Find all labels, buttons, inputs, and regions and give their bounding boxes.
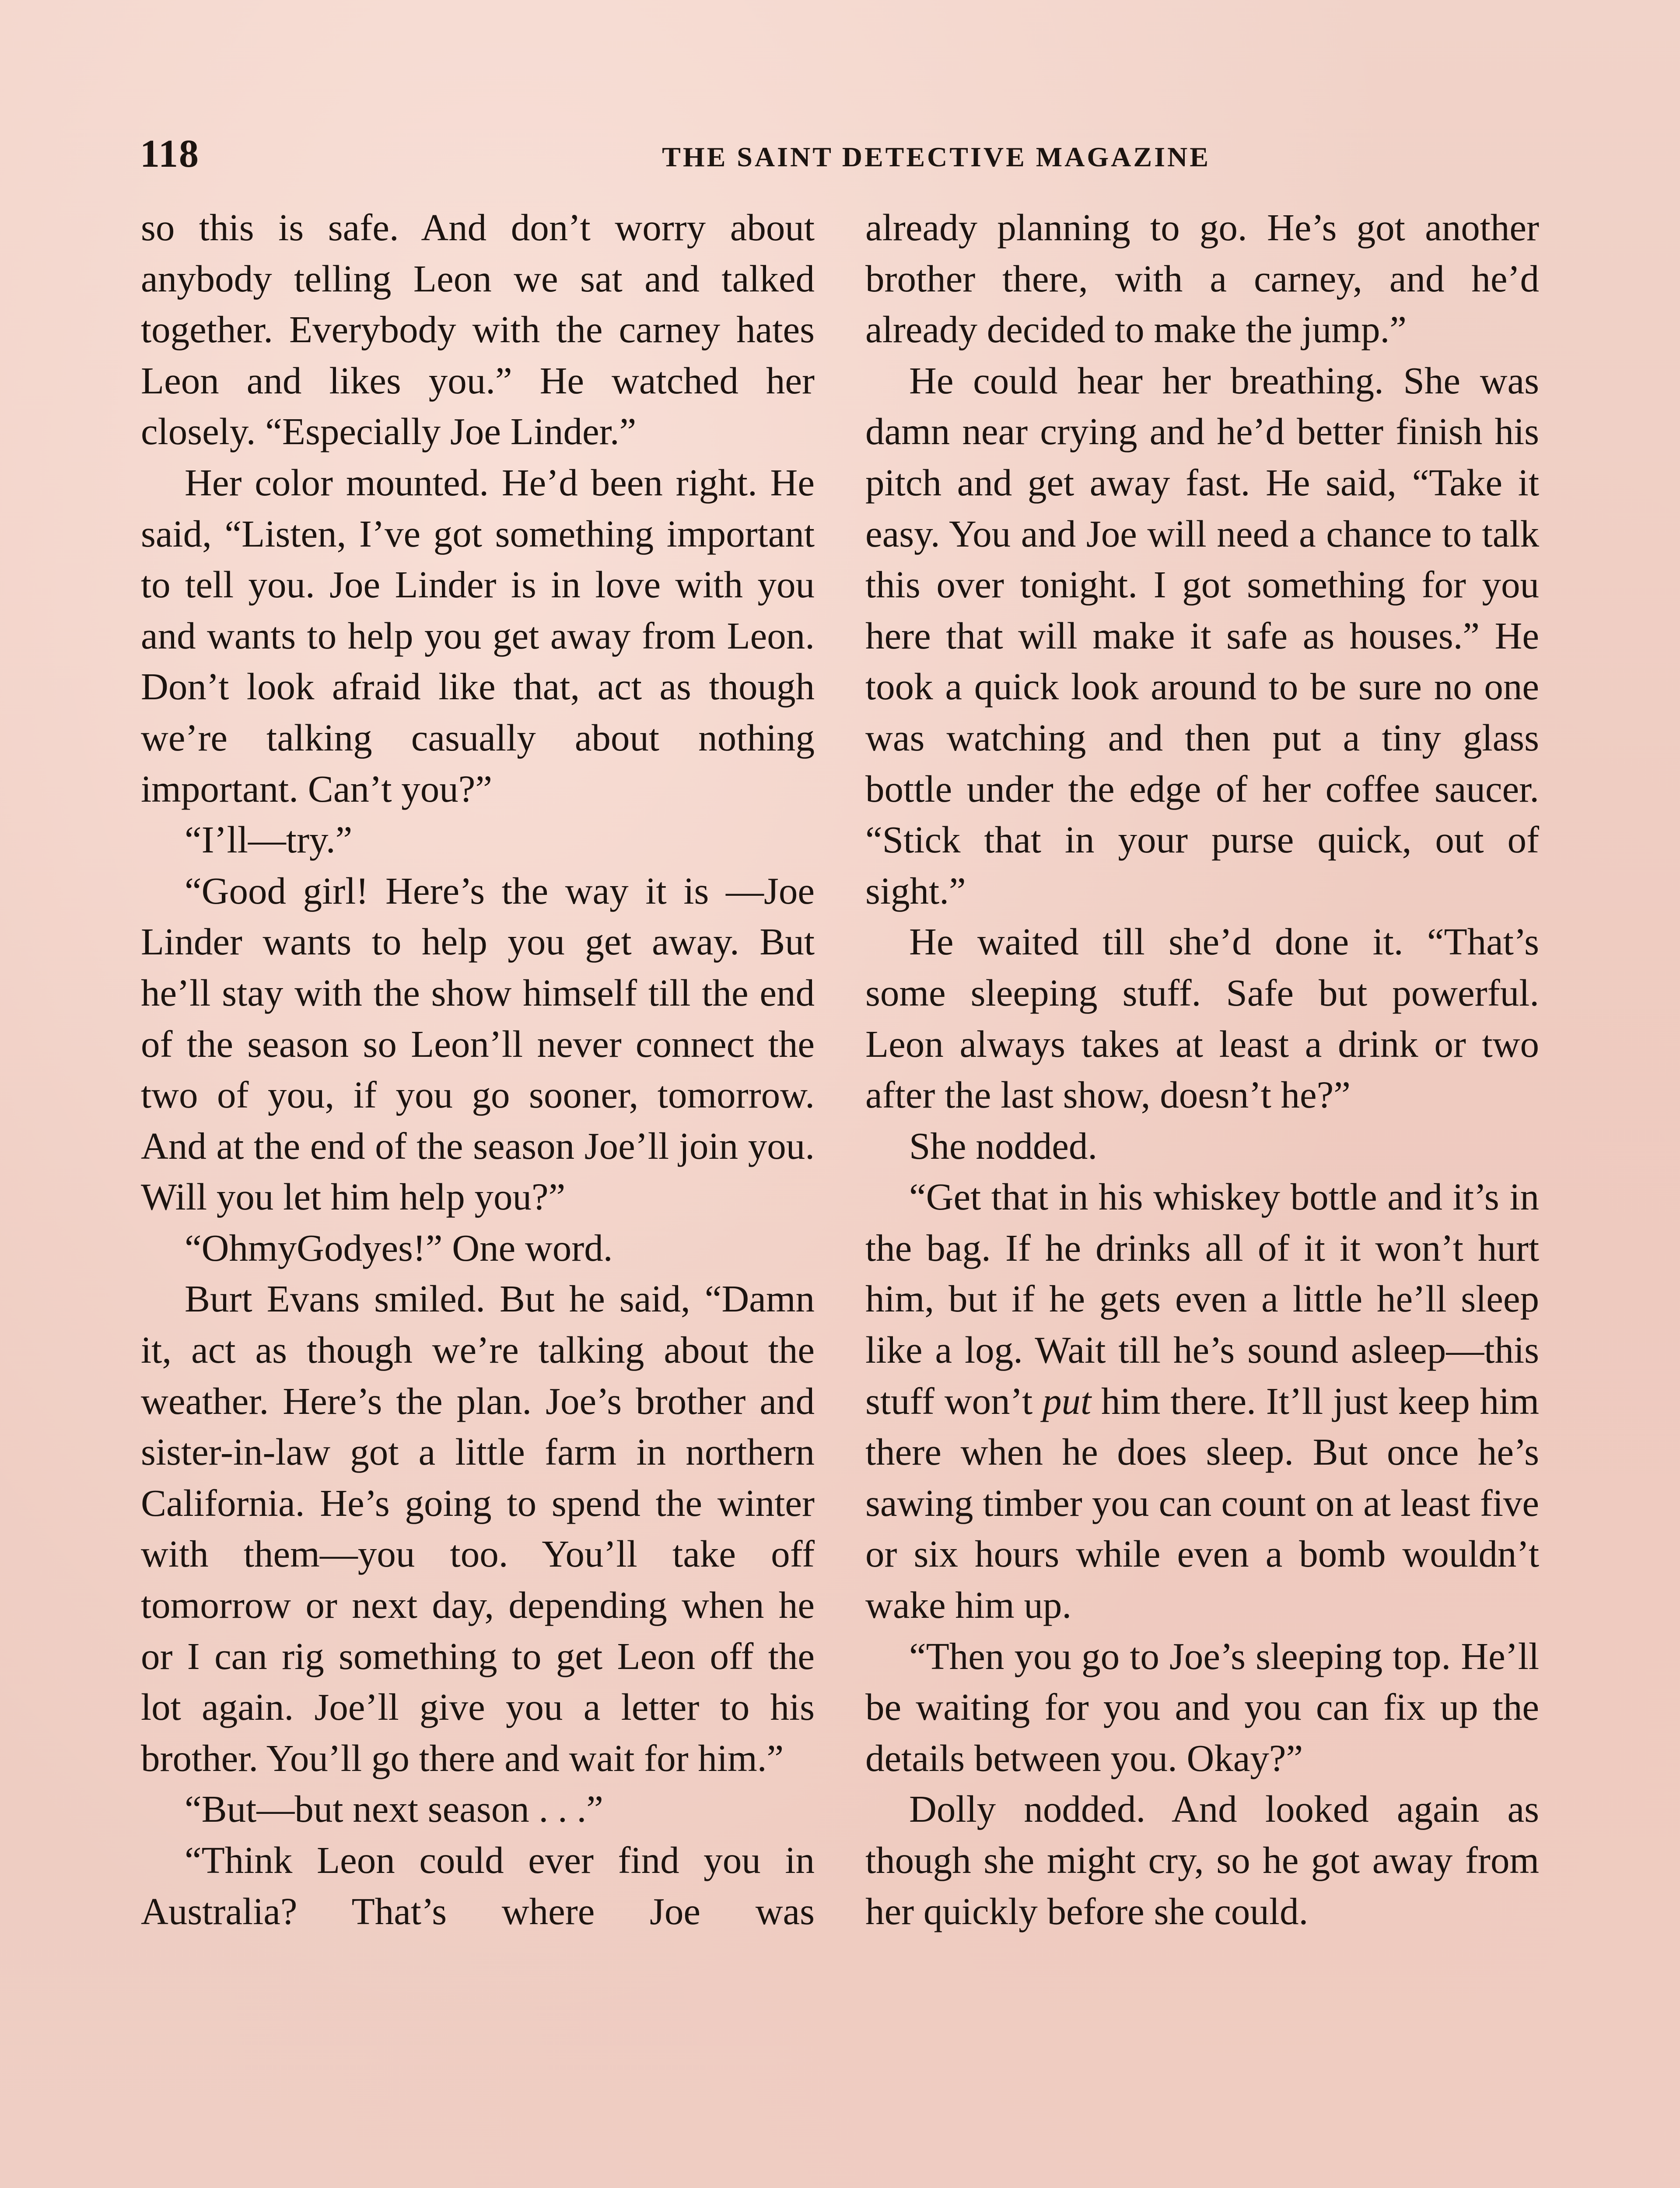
- page-number: 118: [140, 132, 200, 175]
- paragraph: “I’ll—try.”: [185, 818, 353, 861]
- left-text-column: [141, 202, 815, 1937]
- paragraph: “Good girl! Here’s the way it is —Joe Linder wants to help you get away. But he’ll stay with the show himself till the end of the season so Leon’ll never connect the two of you, if you go sooner, tomorrow. And at the end of the season Joe’ll join you. Will you let him help you?”: [141, 869, 815, 1218]
- running-head: THE SAINT DETECTIVE MAGAZINE: [662, 141, 1211, 172]
- paragraph: [865, 1171, 1539, 1630]
- paragraph: “Then you go to Joe’s sleeping top. He’ll be waiting for you and you can fix up the details between you. Okay?”: [865, 1634, 1539, 1779]
- paragraph: He waited till she’d done it. “That’s some sleeping stuff. Safe but powerful. Leon always takes at least a drink or two after the last show, doesn’t he?”: [865, 920, 1539, 1116]
- paragraph: so this is safe. And don’t worry about anybody telling Leon we sat and talked together. Everybody with the carney hates Leon and likes you.” He watched her closely. “Especially Joe Linder.”: [141, 206, 815, 453]
- paragraph-text: him there. It’ll just keep him there when he does sleep. But once he’s sawing timber you can count on at least five or six hours while even a bomb wouldn’t wake him up.: [865, 1379, 1539, 1627]
- paragraph: Dolly nodded. And looked again as though she might cry, so he got away from her quickly before she could.: [865, 1788, 1539, 1932]
- paragraph: Burt Evans smiled. But he said, “Damn it, act as though we’re talking about the weather. Here’s the plan. Joe’s brother and sister-in-law got a little farm in northern California. He’s going to spend the winter with them—you too. You’ll take off tomorrow or next day, depending when he or I can rig something to get Leon off the lot again. Joe’ll give you a letter to his brother. You’ll go there and wait for him.”: [141, 1277, 815, 1779]
- paragraph: “Think Leon could ever find you in Australia? That’s where Joe was: [141, 1839, 815, 1932]
- paragraph: “OhmyGodyes!” One word.: [185, 1226, 613, 1269]
- emphasis-text: put: [1043, 1379, 1092, 1422]
- paragraph: Her color mounted. He’d been right. He said, “Listen, I’ve got something important to tell you. Joe Linder is in love with you and wants to help you get away from Leon. Don’t look afraid like that, act as though we’re talking casually about nothing important. Can’t you?”: [141, 461, 815, 810]
- right-text-column: [865, 202, 1539, 1937]
- paragraph: She nodded.: [909, 1124, 1098, 1167]
- paragraph: “But—but next season . . .”: [185, 1788, 603, 1830]
- paragraph: He could hear her breathing. She was damn near crying and he’d better finish his pitch and get away fast. He said, “Take it easy. You and Joe will need a chance to talk this over tonight. I got something for you here that will make it safe as houses.” He took a quick look around to be sure no one was watching and then put a tiny glass bottle under the edge of her coffee saucer. “Stick that in your purse quick, out of sight.”: [865, 359, 1539, 912]
- paragraph-text: “Get that in his whiskey bottle and it’s in the bag. If he drinks all of it it won’t hurt him, but if he gets even a little he’ll sleep like a log. Wait till he’s sound asleep—this stuff won’t: [865, 1175, 1539, 1422]
- page-header: [140, 131, 1558, 179]
- paragraph: already planning to go. He’s got another brother there, with a carney, and he’d already decided to make the jump.”: [865, 206, 1539, 351]
